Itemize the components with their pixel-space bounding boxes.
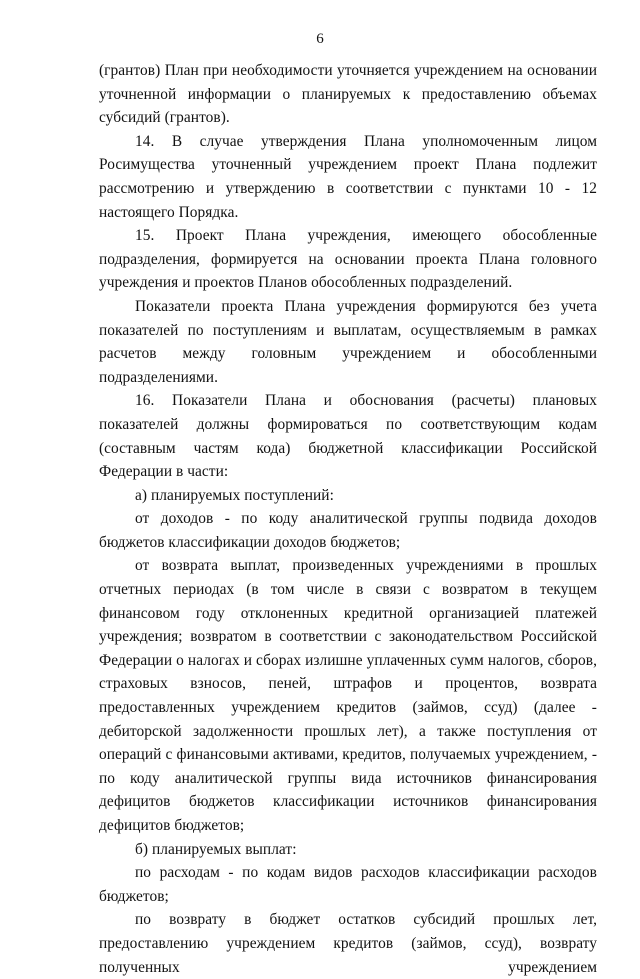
paragraph-item-15: 15. Проект Плана учреждения, имеющего обособленные подразделения, формируется на основании проекта Плана головного учреждения и проектов Планов обособленных подразделений. bbox=[99, 227, 597, 292]
paragraph-grants-continuation: (грантов) План при необходимости уточняется учреждением на основании уточненной информации о планируемых к предоставлению объемах субсидий (грантов). bbox=[99, 62, 597, 127]
paragraph-refund-receipts: от возврата выплат, произведенных учреждениями в прошлых отчетных периодах (в том числе в связи с возвратом в текущем финансовом году отклоненных кредитной организацией платежей учреждения; возвратом в соответствии с законодательством Российской Федерации о налогах и сборах излишне уплаченных сумм налогов, сборов, страховых взносов, пеней, штрафов и процентов, возврата предоставленных учреждением кредитов (займов, ссуд) (далее - дебиторской задолженности прошлых лет), а также поступления от операций с финансовыми активами, кредитов, получаемых учреждением, - по коду аналитической группы вида источников финансирования дефицитов бюджетов классификации источников финансирования дефицитов бюджетов; bbox=[99, 557, 597, 834]
paragraph-income-receipts: от доходов - по коду аналитической группы подвида доходов бюджетов классификации доходов бюджетов; bbox=[99, 510, 597, 551]
document-body bbox=[99, 59, 597, 979]
paragraph-expense-payments: по расходам - по кодам видов расходов классификации расходов бюджетов; bbox=[99, 864, 597, 905]
paragraph-planned-payments-heading: б) планируемых выплат: bbox=[135, 840, 297, 858]
paragraph-plan-indicators: Показатели проекта Плана учреждения формируются без учета показателей по поступлениям и выплатам, осуществляемым в рамках расчетов между головным учреждением и обособленными подразделениями. bbox=[99, 297, 597, 386]
page-number: 6 bbox=[316, 31, 324, 47]
paragraph-budget-return-payments: по возврату в бюджет остатков субсидий прошлых лет, предоставлению учреждением кредитов (займов, ссуд), возврату полученных учреждением bbox=[99, 911, 597, 976]
paragraph-planned-receipts-heading: а) планируемых поступлений: bbox=[135, 486, 334, 504]
paragraph-item-14: 14. В случае утверждения Плана уполномоченным лицом Росимущества уточненный учреждением проект Плана подлежит рассмотрению и утверждению в соответствии с пунктами 10 - 12 настоящего Порядка. bbox=[99, 132, 597, 221]
paragraph-item-16: 16. Показатели Плана и обоснования (расчеты) плановых показателей должны формироваться по соответствующим кодам (составным частям кода) бюджетной классификации Российской Федерации в части: bbox=[99, 392, 597, 481]
